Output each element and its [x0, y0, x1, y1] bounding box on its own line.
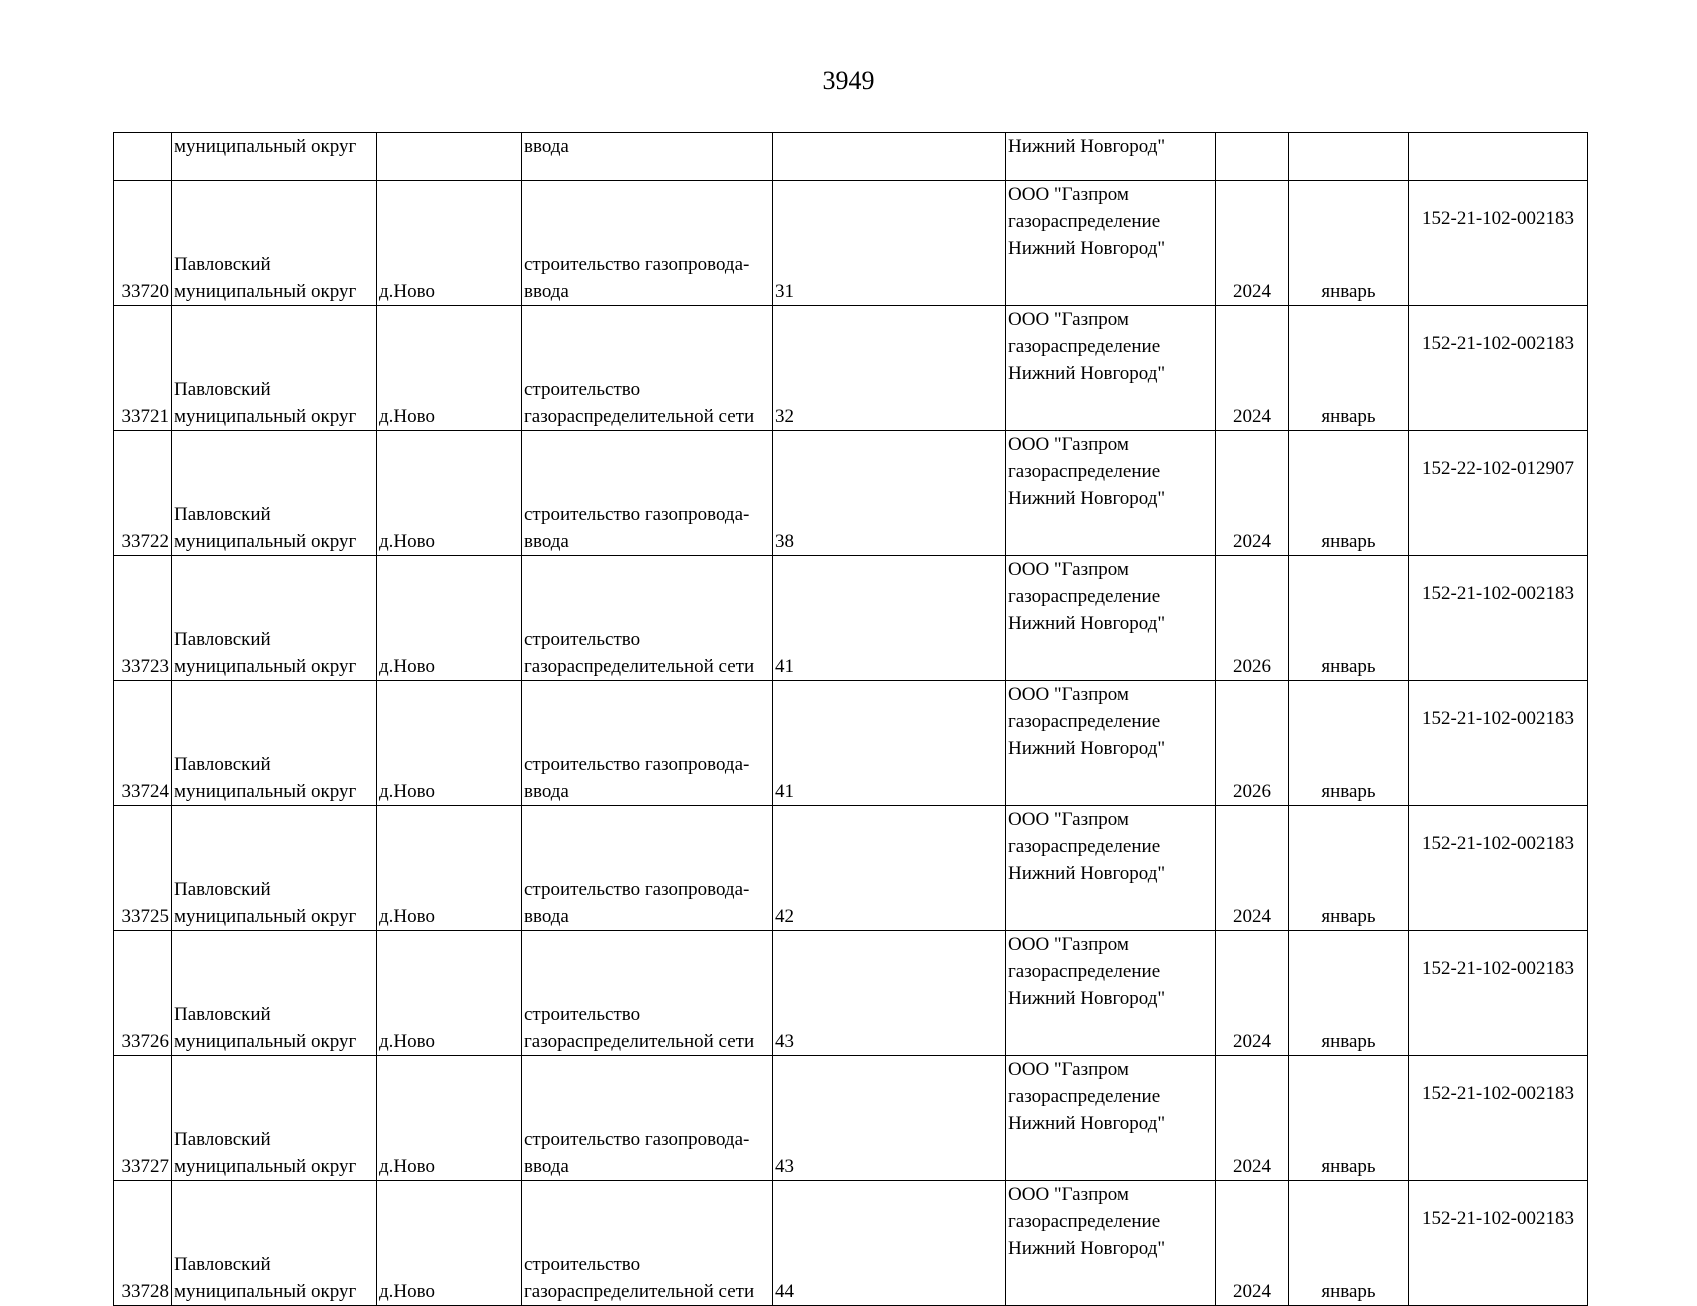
district-line: муниципальный округ [174, 1031, 357, 1052]
cell-house: 43 [773, 1056, 1006, 1181]
cell-year: 2024 [1216, 1181, 1289, 1306]
table-row [114, 681, 1588, 806]
owner-line: газораспределение [1008, 336, 1161, 357]
work-line: ввода [524, 531, 569, 552]
cell-num: 33725 [114, 806, 172, 931]
cell-month: январь [1289, 431, 1409, 556]
cell-work [522, 931, 773, 1056]
cell-num: 33728 [114, 1181, 172, 1306]
cell-year: 2024 [1216, 1056, 1289, 1181]
owner-line: газораспределение [1008, 461, 1161, 482]
cell-num: 33723 [114, 556, 172, 681]
cell-work [522, 681, 773, 806]
district-line: Павловский [174, 1129, 271, 1150]
cell-work [522, 1056, 773, 1181]
table-row [114, 431, 1588, 556]
cell-work [522, 431, 773, 556]
cell-month: январь [1289, 556, 1409, 681]
cell-house: 44 [773, 1181, 1006, 1306]
cell-district [172, 931, 377, 1056]
work-line: строительство [524, 629, 641, 650]
district-line: муниципальный округ [174, 281, 357, 302]
cell-month: январь [1289, 181, 1409, 306]
owner-line: газораспределение [1008, 836, 1161, 857]
cell-work [522, 181, 773, 306]
district-line: Павловский [174, 754, 271, 775]
work-line: ввода [524, 281, 569, 302]
owner-line: ООО "Газпром [1008, 434, 1129, 455]
district-line: Павловский [174, 504, 271, 525]
cell-month: январь [1289, 306, 1409, 431]
district-line: Павловский [174, 254, 271, 275]
owner-line: Нижний Новгород" [1008, 1113, 1166, 1134]
owner-line: ООО "Газпром [1008, 1184, 1129, 1205]
cell-owner [1006, 306, 1216, 431]
table-row [114, 931, 1588, 1056]
owner-line: газораспределение [1008, 1086, 1161, 1107]
work-line: строительство газопровода- [524, 504, 750, 525]
work-line: строительство [524, 1254, 641, 1275]
cell-locality: д.Ново [377, 681, 522, 806]
district-line: муниципальный округ [174, 406, 357, 427]
cell-house: 31 [773, 181, 1006, 306]
owner-line: газораспределение [1008, 586, 1161, 607]
cell-code: 152-21-102-002183 [1409, 306, 1588, 431]
owner-line: ООО "Газпром [1008, 684, 1129, 705]
work-line: газораспределительной сети [524, 1281, 755, 1302]
cell-code: 152-21-102-002183 [1409, 1181, 1588, 1306]
cell-owner [1006, 431, 1216, 556]
cell-num [114, 133, 172, 181]
work-line: строительство газопровода- [524, 754, 750, 775]
registry-table [113, 132, 1588, 1306]
cell-month [1289, 133, 1409, 181]
cell-house: 41 [773, 681, 1006, 806]
cell-owner: Нижний Новгород" [1006, 133, 1216, 181]
cell-locality: д.Ново [377, 306, 522, 431]
cell-year: 2026 [1216, 681, 1289, 806]
owner-line: ООО "Газпром [1008, 1059, 1129, 1080]
table-row [114, 1056, 1588, 1181]
cell-locality: д.Ново [377, 556, 522, 681]
owner-line: газораспределение [1008, 1211, 1161, 1232]
cell-num: 33726 [114, 931, 172, 1056]
cell-locality: д.Ново [377, 181, 522, 306]
cell-locality: д.Ново [377, 1181, 522, 1306]
district-line: Павловский [174, 1004, 271, 1025]
cell-code: 152-21-102-002183 [1409, 931, 1588, 1056]
cell-district: муниципальный округ [172, 133, 377, 181]
cell-year: 2024 [1216, 931, 1289, 1056]
district-line: Павловский [174, 379, 271, 400]
table-row [114, 806, 1588, 931]
owner-line: Нижний Новгород" [1008, 863, 1166, 884]
cell-year: 2026 [1216, 556, 1289, 681]
work-line: газораспределительной сети [524, 1031, 755, 1052]
owner-line: Нижний Новгород" [1008, 988, 1166, 1009]
cell-month: январь [1289, 1056, 1409, 1181]
cell-num: 33722 [114, 431, 172, 556]
work-line: строительство [524, 1004, 641, 1025]
cell-month: январь [1289, 681, 1409, 806]
cell-work [522, 806, 773, 931]
cell-locality: д.Ново [377, 931, 522, 1056]
owner-line: Нижний Новгород" [1008, 1238, 1166, 1259]
cell-district [172, 181, 377, 306]
cell-year: 2024 [1216, 806, 1289, 931]
district-line: Павловский [174, 879, 271, 900]
district-line: муниципальный округ [174, 906, 357, 927]
owner-line: газораспределение [1008, 961, 1161, 982]
owner-line: ООО "Газпром [1008, 934, 1129, 955]
cell-work [522, 556, 773, 681]
cell-num: 33727 [114, 1056, 172, 1181]
owner-line: газораспределение [1008, 711, 1161, 732]
owner-line: Нижний Новгород" [1008, 488, 1166, 509]
cell-num: 33720 [114, 181, 172, 306]
work-line: газораспределительной сети [524, 406, 755, 427]
cell-owner [1006, 1056, 1216, 1181]
cell-year: 2024 [1216, 431, 1289, 556]
owner-line: ООО "Газпром [1008, 309, 1129, 330]
cell-num: 33724 [114, 681, 172, 806]
table-row [114, 306, 1588, 431]
cell-district [172, 1181, 377, 1306]
table-row [114, 1181, 1588, 1306]
cell-work [522, 1181, 773, 1306]
cell-locality [377, 133, 522, 181]
owner-line: Нижний Новгород" [1008, 738, 1166, 759]
work-line: строительство газопровода- [524, 1129, 750, 1150]
cell-district [172, 1056, 377, 1181]
district-line: муниципальный округ [174, 781, 357, 802]
cell-month: январь [1289, 931, 1409, 1056]
owner-line: Нижний Новгород" [1008, 613, 1166, 634]
cell-district [172, 306, 377, 431]
work-line: ввода [524, 906, 569, 927]
cell-house: 43 [773, 931, 1006, 1056]
work-line: строительство [524, 379, 641, 400]
owner-line: ООО "Газпром [1008, 809, 1129, 830]
cell-month: январь [1289, 1181, 1409, 1306]
cell-district [172, 681, 377, 806]
district-line: Павловский [174, 629, 271, 650]
cell-month: январь [1289, 806, 1409, 931]
work-line: строительство газопровода- [524, 254, 750, 275]
district-line: Павловский [174, 1254, 271, 1275]
cell-code: 152-21-102-002183 [1409, 181, 1588, 306]
district-line: муниципальный округ [174, 656, 357, 677]
cell-district [172, 431, 377, 556]
work-line: строительство газопровода- [524, 879, 750, 900]
work-line: ввода [524, 781, 569, 802]
owner-line: Нижний Новгород" [1008, 238, 1166, 259]
cell-house: 42 [773, 806, 1006, 931]
cell-code: 152-21-102-002183 [1409, 681, 1588, 806]
cell-year: 2024 [1216, 306, 1289, 431]
cell-house: 32 [773, 306, 1006, 431]
owner-line: ООО "Газпром [1008, 559, 1129, 580]
cell-house [773, 133, 1006, 181]
owner-line: ООО "Газпром [1008, 184, 1129, 205]
cell-house: 41 [773, 556, 1006, 681]
table-row [114, 556, 1588, 681]
work-line: ввода [524, 1156, 569, 1177]
cell-owner [1006, 931, 1216, 1056]
cell-owner [1006, 806, 1216, 931]
cell-work [522, 306, 773, 431]
cell-num: 33721 [114, 306, 172, 431]
cell-owner [1006, 1181, 1216, 1306]
work-line: газораспределительной сети [524, 656, 755, 677]
cell-owner [1006, 681, 1216, 806]
cell-code: 152-22-102-012907 [1409, 431, 1588, 556]
cell-district [172, 556, 377, 681]
cell-house: 38 [773, 431, 1006, 556]
district-line: муниципальный округ [174, 1156, 357, 1177]
owner-line: Нижний Новгород" [1008, 363, 1166, 384]
cell-year [1216, 133, 1289, 181]
page-number: 3949 [822, 66, 875, 95]
cell-year: 2024 [1216, 181, 1289, 306]
table-row [114, 181, 1588, 306]
cell-code: 152-21-102-002183 [1409, 556, 1588, 681]
cell-owner [1006, 181, 1216, 306]
district-line: муниципальный округ [174, 531, 357, 552]
owner-line: газораспределение [1008, 211, 1161, 232]
cell-code [1409, 133, 1588, 181]
cell-district [172, 806, 377, 931]
continuation-row [114, 133, 1588, 181]
cell-locality: д.Ново [377, 1056, 522, 1181]
cell-locality: д.Ново [377, 431, 522, 556]
cell-locality: д.Ново [377, 806, 522, 931]
cell-work: ввода [522, 133, 773, 181]
cell-code: 152-21-102-002183 [1409, 806, 1588, 931]
cell-owner [1006, 556, 1216, 681]
cell-code: 152-21-102-002183 [1409, 1056, 1588, 1181]
district-line: муниципальный округ [174, 1281, 357, 1302]
